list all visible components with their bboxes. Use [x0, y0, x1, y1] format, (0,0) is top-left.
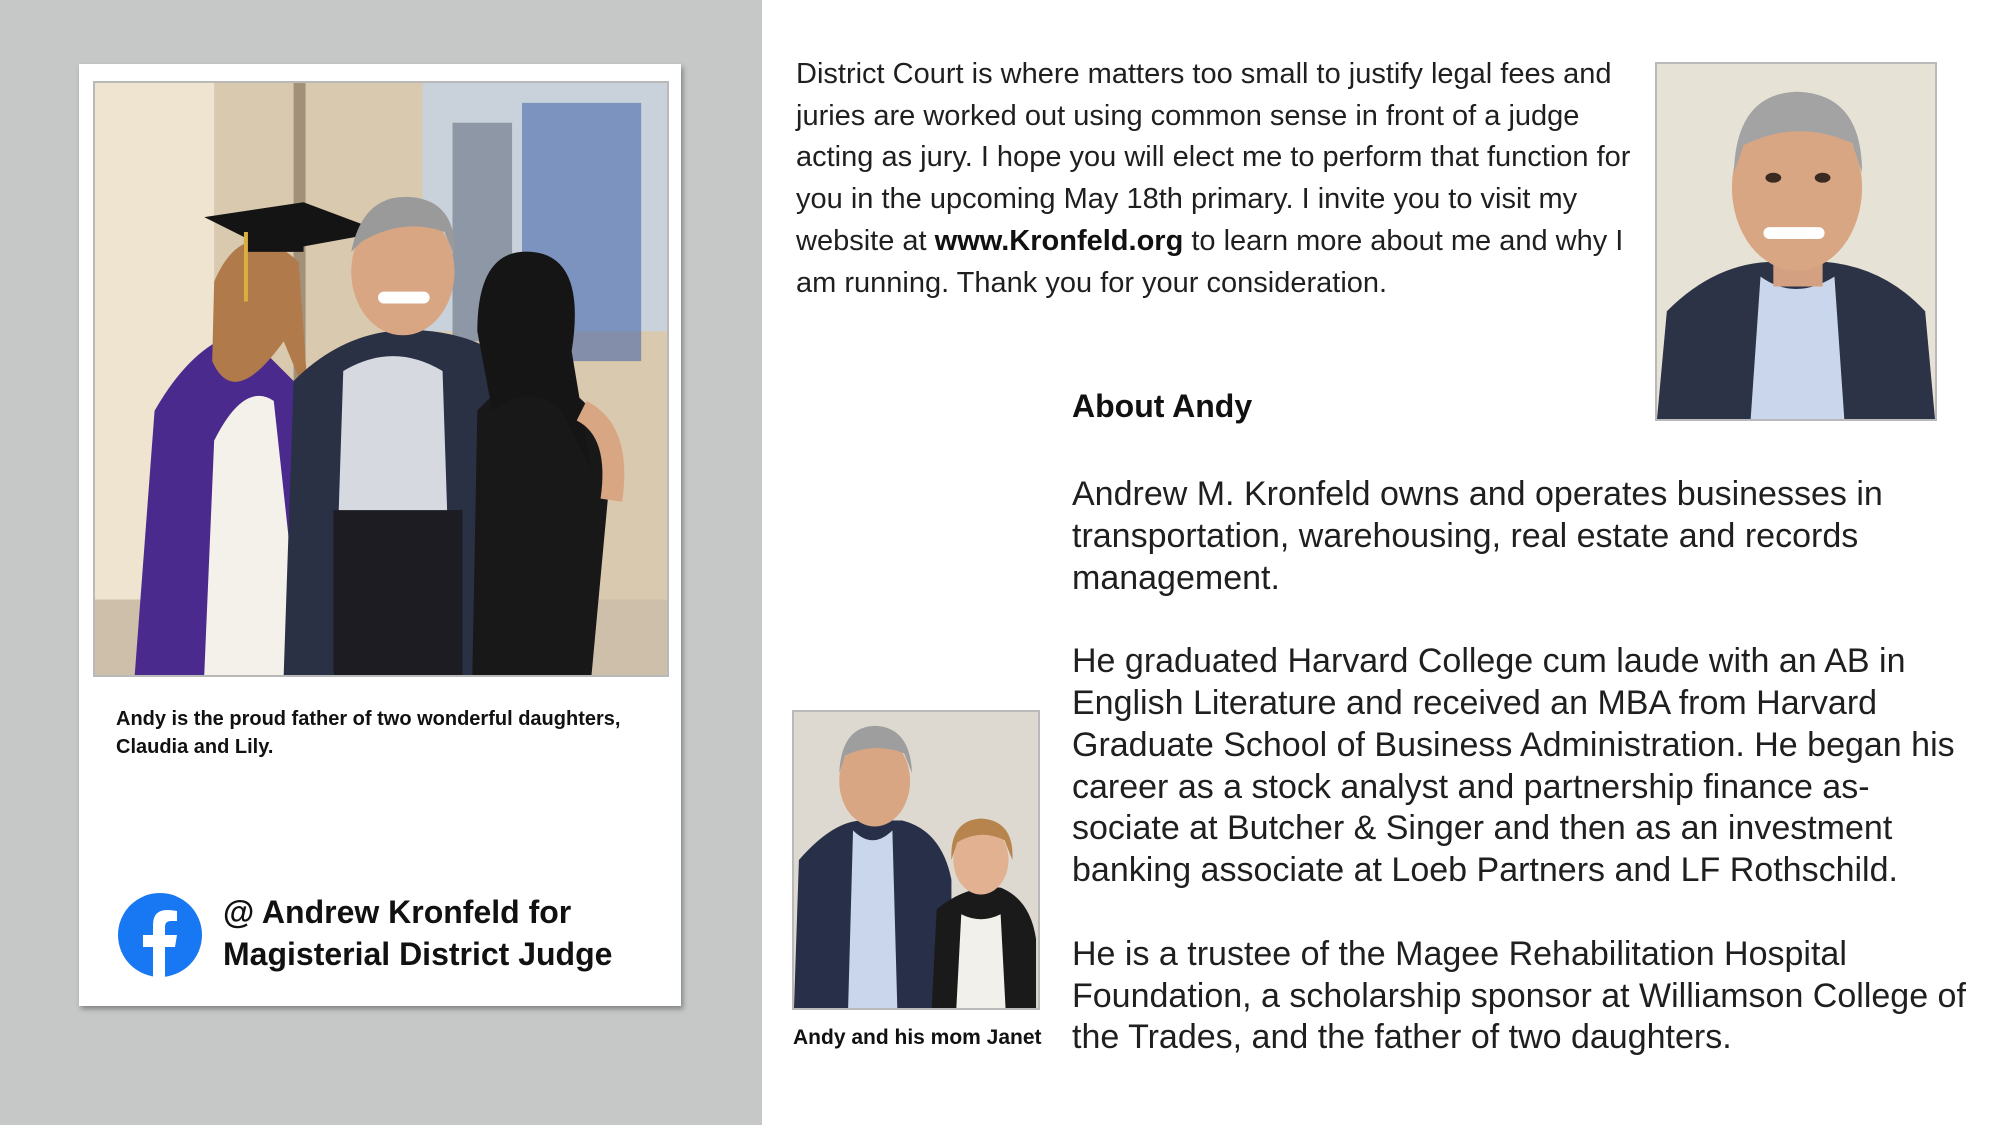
about-paragraph: He is a trustee of the Magee Rehabilitation Hospital Foundation, a scholarship sponsor at Williamson College of the Trades, and the father of two daughters.	[1072, 934, 1966, 1057]
facebook-page-link[interactable]	[223, 891, 683, 975]
intro-text-end: to learn more about me and why I am running. Thank you for your consideration.	[796, 224, 1624, 299]
portrait-photo	[1655, 62, 1937, 421]
mom-photo	[792, 710, 1040, 1010]
intro-paragraph	[796, 54, 1646, 304]
intro-text-start: District Court is where matters too small to justify legal fees and juries are worked out using common sense in front of a judge acting as jury. I hope you will elect me to perform that function for you in the upcoming May 18th primary. I invite you to visit my website at	[796, 58, 1631, 257]
about-heading: About Andy	[1072, 388, 1253, 424]
facebook-page-line1: @ Andrew Kronfeld for	[223, 894, 572, 930]
family-photo-caption: Andy is the proud father of two wonderful daughters, Claudia and Lily.	[116, 708, 621, 758]
family-graduation-photo	[93, 81, 669, 677]
facebook-page-line2: Magisterial District Judge	[223, 936, 613, 972]
facebook-icon[interactable]	[118, 893, 202, 977]
about-body	[1072, 474, 1972, 1101]
about-paragraph: Andrew M. Kronfeld owns and operates businesses in transportation, warehousing, real estate and records management.	[1072, 475, 1883, 597]
mom-photo-caption: Andy and his mom Janet	[793, 1026, 1042, 1049]
website-link[interactable]: www.Kronfeld.org	[934, 224, 1184, 257]
about-paragraph: He graduated Harvard College cum laude with an AB in English Literature and received an MBA from Harvard Graduate School of Business Administration. He began his career as a stock analyst and partnership finance as-sociate at Butcher & Singer and then as an investment banking associate at Loeb Partners and LF Rothschild.	[1072, 642, 1955, 890]
